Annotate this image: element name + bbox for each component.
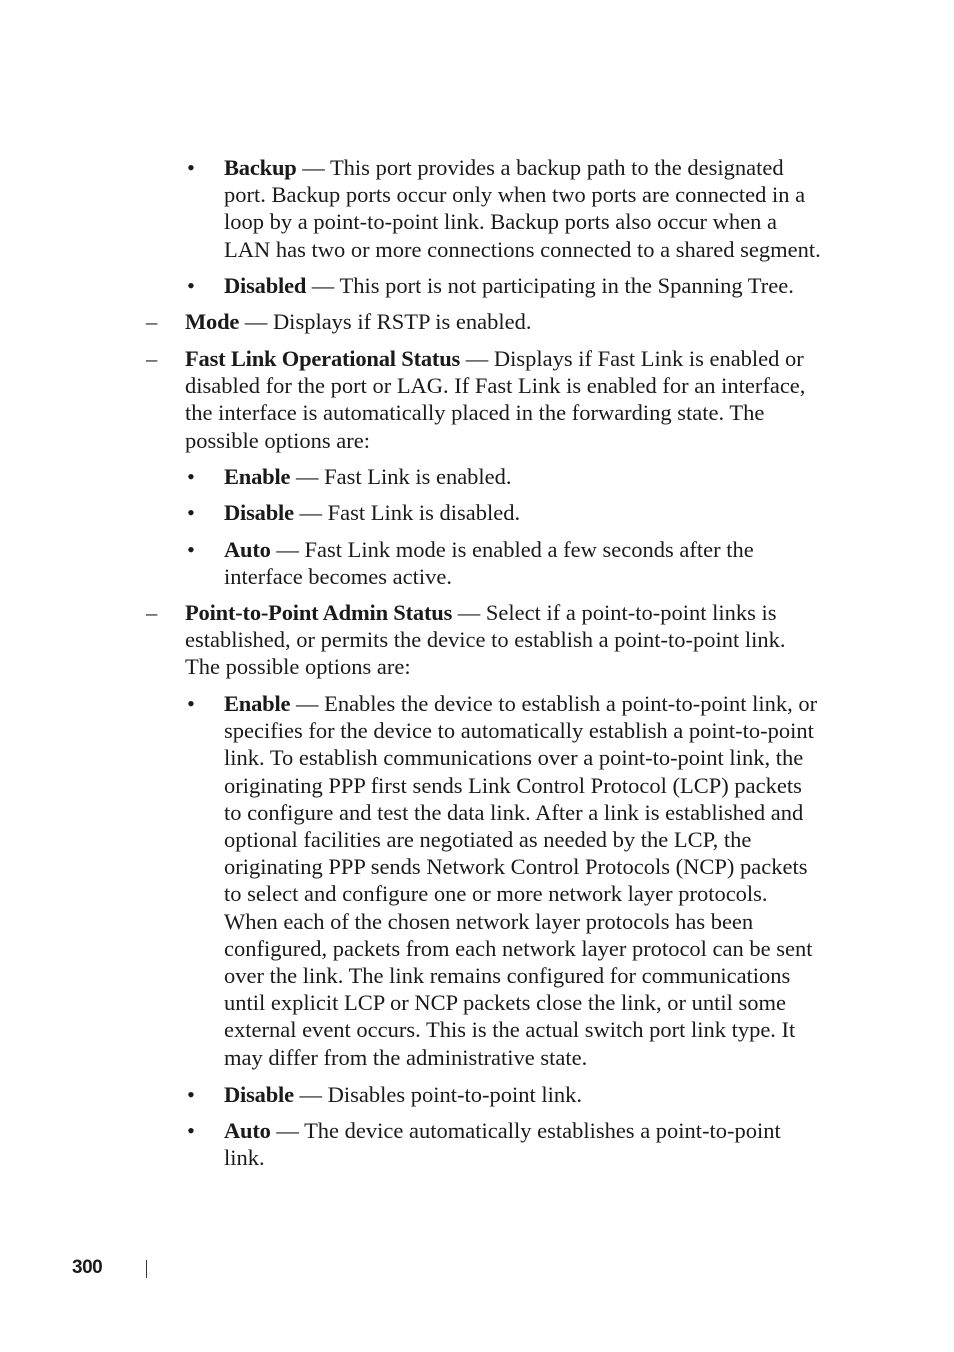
bullet-marker: • bbox=[187, 155, 195, 180]
bullet-marker: • bbox=[187, 691, 195, 716]
dash-item-fast-link-status: Fast Link Operational Status — Displays if Fast Link is enabled or disabled for the port or LAG. If Fast Link is enabled for an interface, the interface is automatically placed in the forwarding state. The possible options are: bbox=[185, 346, 806, 453]
page-number: 300 bbox=[72, 1257, 103, 1278]
term-auto: Auto bbox=[224, 537, 271, 562]
desc-enable: Fast Link is enabled. bbox=[324, 464, 512, 489]
dash-item-mode: Mode — Displays if RSTP is enabled. bbox=[185, 309, 532, 334]
desc-p2p-disable: Disables point-to-point link. bbox=[327, 1082, 582, 1107]
bullet-marker: • bbox=[187, 500, 195, 525]
bullet-item-p2p-enable: Enable — Enables the device to establish a point-to-point link, or specifies for the device to automatically establish a point-to-point link. To establish communications over a point-to-point link, the originating PPP first sends Link Control Protocol (LCP) packets to configure and test the data link. After a link is established and optional facilities are negotiated as needed by the LCP, the originating PPP sends Network Control Protocols (NCP) packets to select and configure one or more network layer protocols. When each of the chosen network layer protocols has been configured, packets from each network layer protocol can be sent over the link. The link remains configured for communications until explicit LCP or NCP packets close the link, or until some external event occurs. This is the actual switch port link type. It may differ from the administrative state. bbox=[224, 691, 818, 1070]
dash-item-p2p-admin-status: Point-to-Point Admin Status — Select if a point-to-point links is established, or permits the device to establish a point-to-point link. The possible options are: bbox=[185, 600, 786, 680]
dash-marker: – bbox=[146, 309, 158, 334]
bullet-marker: • bbox=[187, 464, 195, 489]
desc-disable: Fast Link is disabled. bbox=[327, 500, 521, 525]
bullet-item-fast-link-disable: Disable — Fast Link is disabled. bbox=[224, 500, 521, 525]
term-mode: Mode bbox=[185, 309, 240, 334]
term-disabled: Disabled bbox=[224, 273, 307, 298]
dash-marker: – bbox=[146, 346, 158, 371]
footer-divider bbox=[146, 1260, 147, 1278]
bullet-item-fast-link-enable: Enable — Fast Link is enabled. bbox=[224, 464, 512, 489]
desc-p2p-enable: Enables the device to establish a point-to-point link, or specifies for the device to automatically establish a point-to-point link. To establish communications over a point-to-point link, the originating PPP first sends Link Control Protocol (LCP) packets to configure and test the data link. After a link is established and optional facilities are negotiated as needed by the LCP, the originating PPP sends Network Control Protocols (NCP) packets to select and configure one or more network layer protocols. When each of the chosen network layer protocols has been configured, packets from each network layer protocol can be sent over the link. The link remains configured for communications until explicit LCP or NCP packets close the link, or until some external event occurs. This is the actual switch port link type. It may differ from the administrative state. bbox=[224, 691, 818, 1070]
term-auto: Auto bbox=[224, 1118, 271, 1143]
bullet-marker: • bbox=[187, 1082, 195, 1107]
term-enable: Enable bbox=[224, 691, 291, 716]
term-fast-link-status: Fast Link Operational Status bbox=[185, 346, 461, 371]
desc-mode: Displays if RSTP is enabled. bbox=[272, 309, 532, 334]
bullet-item-disabled: Disabled — This port is not participating in the Spanning Tree. bbox=[224, 273, 794, 298]
desc-disabled: This port is not participating in the Spanning Tree. bbox=[339, 273, 794, 298]
bullet-marker: • bbox=[187, 1118, 195, 1143]
desc-fast-link-status: Displays if Fast Link is enabled or disabled for the port or LAG. If Fast Link is enabled for an interface, the interface is automatically placed in the forwarding state. The possible options are: bbox=[185, 346, 806, 453]
desc-p2p-auto: The device automatically establishes a point-to-point link. bbox=[224, 1118, 781, 1171]
bullet-item-p2p-disable: Disable — Disables point-to-point link. bbox=[224, 1082, 582, 1107]
term-disable: Disable bbox=[224, 500, 294, 525]
bullet-marker: • bbox=[187, 537, 195, 562]
term-enable: Enable bbox=[224, 464, 291, 489]
bullet-item-fast-link-auto: Auto — Fast Link mode is enabled a few seconds after the interface becomes active. bbox=[224, 537, 754, 590]
desc-backup: This port provides a backup path to the designated port. Backup ports occur only when two ports are connected in a loop by a point-to-point link. Backup ports also occur when a LAN has two or more connections connected to a shared segment. bbox=[224, 155, 821, 262]
term-p2p-admin-status: Point-to-Point Admin Status bbox=[185, 600, 453, 625]
desc-p2p-admin-status: Select if a point-to-point links is established, or permits the device to establish a point-to-point link. The possible options are: bbox=[185, 600, 786, 680]
desc-auto: Fast Link mode is enabled a few seconds after the interface becomes active. bbox=[224, 537, 754, 590]
term-disable: Disable bbox=[224, 1082, 294, 1107]
bullet-marker: • bbox=[187, 273, 195, 298]
term-backup: Backup bbox=[224, 155, 297, 180]
bullet-item-p2p-auto: Auto — The device automatically establishes a point-to-point link. bbox=[224, 1118, 781, 1171]
bullet-item-backup: Backup — This port provides a backup path to the designated port. Backup ports occur only when two ports are connected in a loop by a point-to-point link. Backup ports also occur when a LAN has two or more connections connected to a shared segment. bbox=[224, 155, 821, 262]
dash-marker: – bbox=[146, 600, 158, 625]
